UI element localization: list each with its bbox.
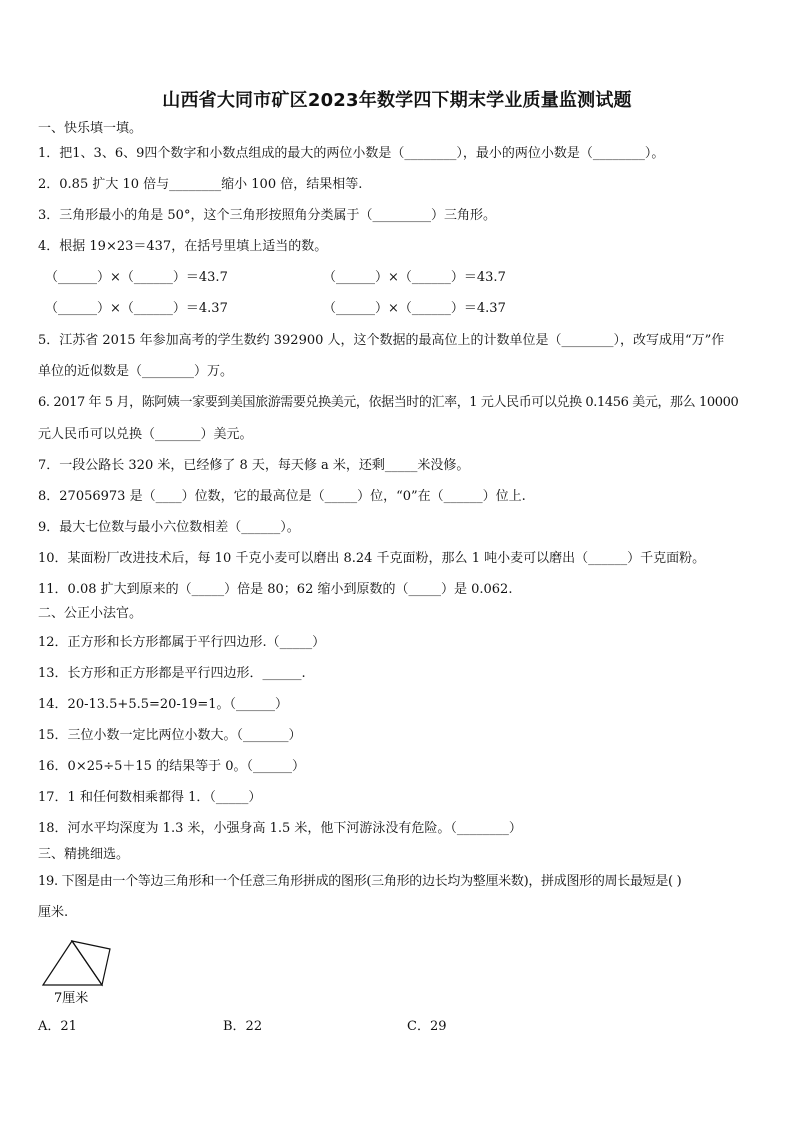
question-19-line-2: 厘米. (38, 905, 69, 920)
question-8: 8．27056973 是（____）位数，它的最高位是（_____）位，“0”在（______）位上. (38, 489, 526, 504)
arbitrary-triangle (72, 941, 110, 985)
question-15: 15．三位小数一定比两位小数大。（_______） (38, 728, 302, 743)
question-18: 18．河水平均深度为 1.3 米，小强身高 1.5 米，他下河游泳没有危险。（________） (38, 821, 522, 836)
question-9: 9．最大七位数与最小六位数相差（______）。 (38, 520, 300, 535)
question-7: 7．一段公路长 320 米，已经修了 8 天，每天修 a 米，还剩_____米没修。 (38, 458, 470, 473)
question-3: 3．三角形最小的角是 50°，这个三角形按照角分类属于（_________）三角形。 (38, 208, 496, 223)
question-5-line-1: 5．江苏省 2015 年参加高考的学生数约 392900 人，这个数据的最高位上的计数单位是（________），改写成用“万”作 (38, 333, 725, 348)
question-6-line-1: 6. 2017 年 5 月，陈阿姨一家要到美国旅游需要兑换美元，依据当时的汇率，1 元人民币可以兑换 0.1456 美元，那么 10000 (38, 395, 739, 410)
option-c: C．29 (407, 1019, 447, 1034)
question-17: 17．1 和任何数相乘都得 1．（_____） (38, 790, 262, 805)
question-6-line-2: 元人民币可以兑换（_______）美元。 (38, 427, 253, 442)
option-b: B．22 (223, 1019, 263, 1034)
question-11: 11．0.08 扩大到原来的（_____）倍是 80；62 缩小到原数的（_____）是 0.062. (38, 582, 513, 597)
question-13: 13．长方形和正方形都是平行四边形．______. (38, 666, 306, 681)
section-heading-2: 二、公正小法官。 (38, 606, 143, 621)
question-12: 12．正方形和长方形都属于平行四边形.（_____） (38, 635, 326, 650)
question-16: 16．0×25÷5＋15 的结果等于 0。（______） (38, 759, 305, 774)
question-4-blank-d: （______）×（______）＝4.37 (323, 301, 506, 316)
triangle-figure (38, 935, 128, 1007)
section-heading-3: 三、精挑细选。 (38, 847, 130, 862)
question-1: 1．把1、3、6、9四个数字和小数点组成的最大的两位小数是（________），最小的两位小数是（________）。 (38, 146, 665, 161)
option-a: A．21 (38, 1019, 77, 1034)
question-4-blank-a: （______）×（______）＝43.7 (45, 270, 228, 285)
equilateral-triangle (43, 941, 102, 985)
section-heading-1: 一、快乐填一填。 (38, 121, 143, 136)
question-14: 14．20-13.5+5.5=20-19=1。（______） (38, 697, 289, 712)
question-5-line-2: 单位的近似数是（________）万。 (38, 364, 234, 379)
figure-label: 7厘米 (54, 991, 89, 1006)
question-10: 10．某面粉厂改进技术后，每 10 千克小麦可以磨出 8.24 千克面粉，那么 1 吨小麦可以磨出（______）千克面粉。 (38, 551, 706, 566)
question-4-blank-c: （______）×（______）＝4.37 (45, 301, 228, 316)
question-4: 4．根据 19×23＝437，在括号里填上适当的数。 (38, 239, 328, 254)
question-4-blank-b: （______）×（______）＝43.7 (323, 270, 506, 285)
page-title: 山西省大同市矿区2023年数学四下期末学业质量监测试题 (162, 90, 632, 111)
question-2: 2．0.85 扩大 10 倍与________缩小 100 倍，结果相等. (38, 177, 363, 192)
question-19-line-1: 19. 下图是由一个等边三角形和一个任意三角形拼成的图形(三角形的边长均为整厘米数)，拼成图形的周长最短是( ) (38, 874, 682, 889)
